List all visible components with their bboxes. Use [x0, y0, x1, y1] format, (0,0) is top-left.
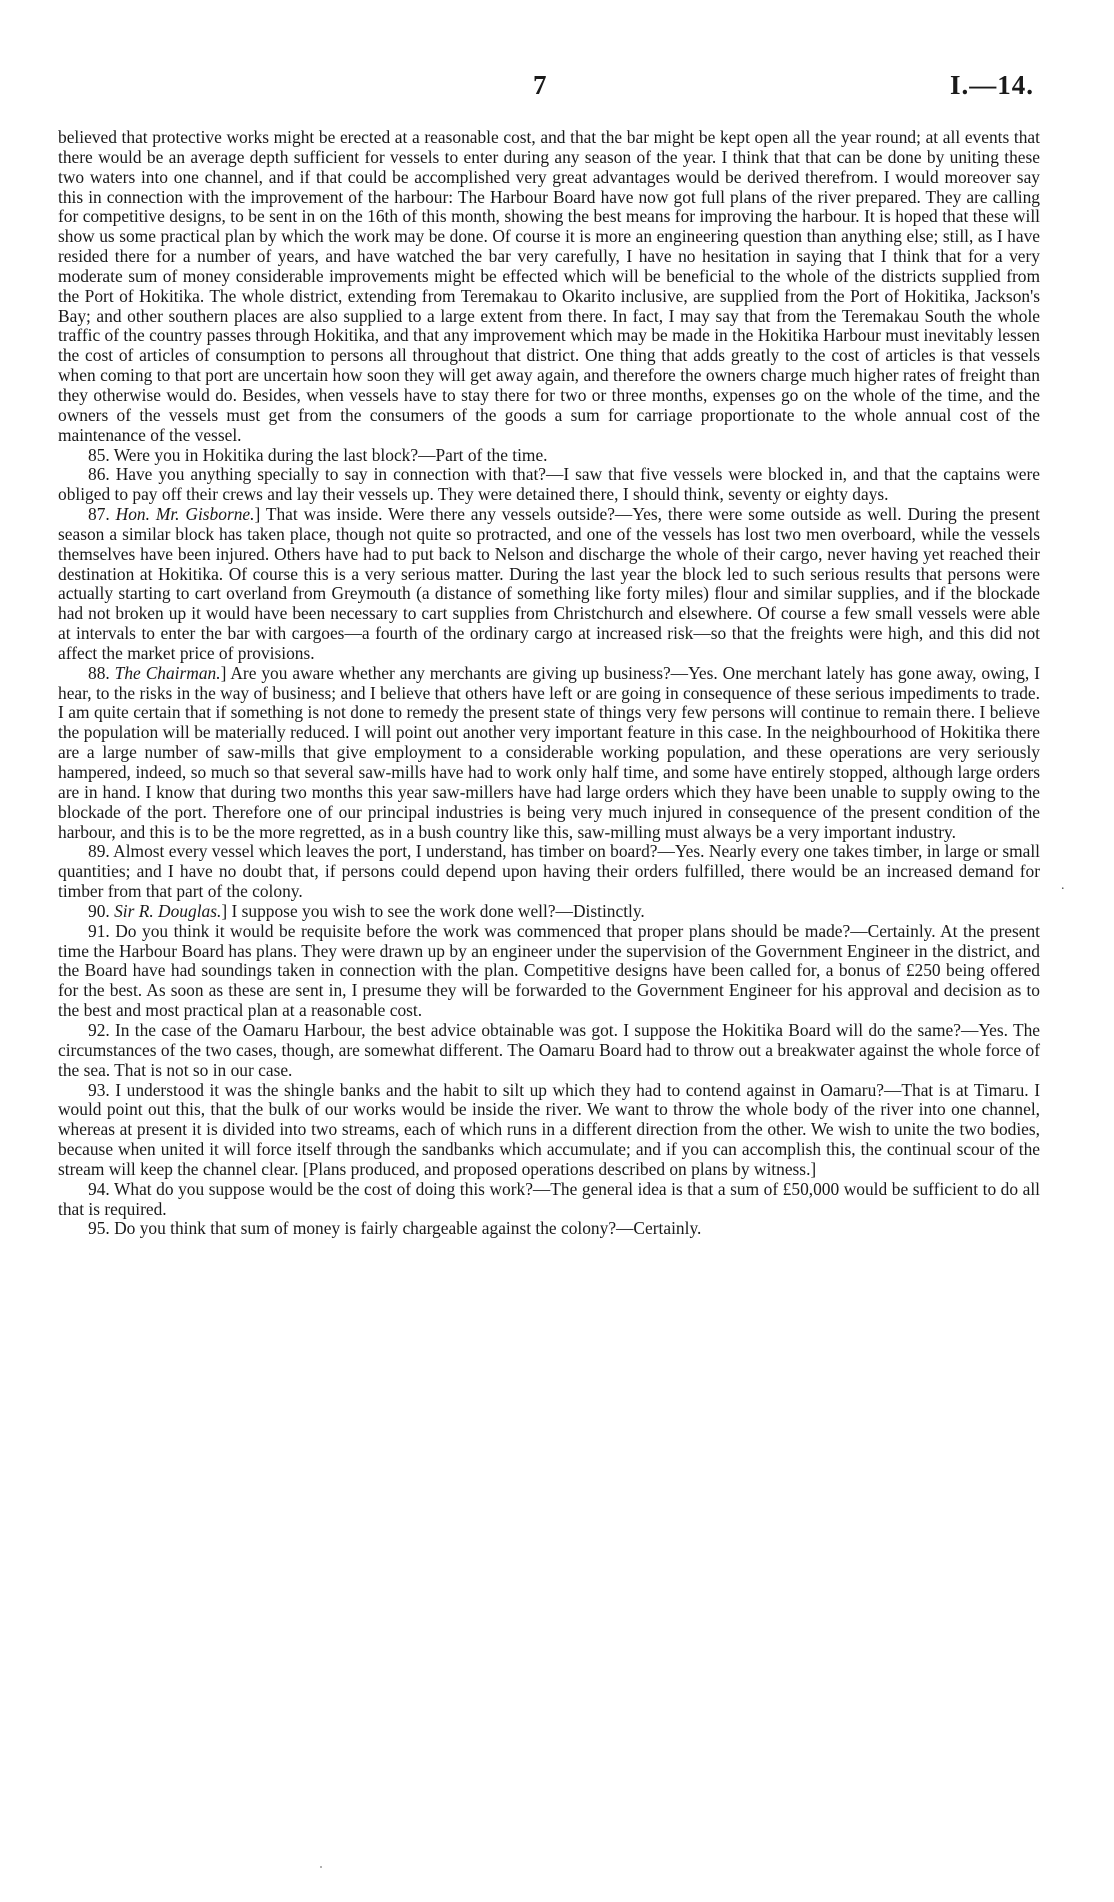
footer-speck [320, 1866, 322, 1868]
page-header [0, 66, 1114, 106]
question-text: ] That was inside. Were there any vessels outside?—Yes, there were some outside as well. During the present season a similar block has taken place, though not quite so protracted, and one of the vessels has lost two men overboard, while the vessels themselves have been injured. Others have had to put back to Nelson and discharge the whole of their cargo, never having yet reached their destination at Hokitika. Of course this is a very serious matter. During the last year the block led to such serious results that persons were actually starting to cart overland from Greymouth (a distance of something like forty miles) flour and similar supplies, and if the blockade had not broken up it would have been necessary to cart supplies from Christchurch and elsewhere. Of course a few small vessels were able at intervals to enter the bar with cargoes—a fourth of the ordinary cargo at increased risk—so that the freights were high, and this did not affect the market price of provisions. [58, 504, 1040, 663]
speaker-name: Hon. Mr. Gisborne. [115, 504, 255, 525]
margin-mark: . [1061, 878, 1065, 893]
question-number: 88. [88, 662, 115, 683]
question-text: ] I suppose you wish to see the work done well?—Distinctly. [221, 900, 645, 921]
question-88 [58, 664, 1040, 843]
question-91: 91. Do you think it would be requisite before the work was commenced that proper plans should be made?—Certainly. At the present time the Harbour Board has plans. They were drawn up by an engineer under the supervision of the Government Engineer in the district, and the Board have had soundings taken in connection with the plan. Competitive designs have been called for, a bonus of £250 being offered for the best. As soon as these are sent in, I presume they will be forwarded to the Government Engineer for his approval and decision as to the best and most practical plan at a reasonable cost. [58, 920, 1040, 1021]
speaker-name: The Chairman. [114, 662, 221, 683]
question-90 [58, 902, 1040, 922]
page-number: 7 [533, 70, 547, 100]
question-text: ] Are you aware whether any merchants are giving up business?—Yes. One merchant lately has gone away, owing, I hear, to the risks in the way of business; and I believe that others have left or are going in consequence of these serious impediments to trade. I am quite certain that if something is not done to remedy the present state of things very few persons will continue to remain there. I believe the population will be materially reduced. I will point out another very important feature in this case. In the neighbourhood of Hokitika there are a large number of saw-mills that give employment to a considerable working population, and these operations are very seriously hampered, indeed, so much so that several saw-mills have had to work only half time, and some have entirely stopped, although large orders are in hand. I know that during two months this year saw-millers have had large orders which they have been unable to supply owing to the blockade of the port. Therefore one of our principal industries is being very much injured in consequence of the present condition of the harbour, and this is to be the more regretted, as in a bush country like this, saw-milling must always be a very important industry. [58, 662, 1040, 842]
speaker-name: Sir R. Douglas. [114, 900, 222, 921]
question-93: 93. I understood it was the shingle banks and the habit to silt up which they had to contend against in Oamaru?—That is at Timaru. I would point out this, that the bulk of our works would be inside the river. We want to throw the whole body of the river into one channel, whereas at present it is divided into two streams, each of which runs in a different direction from the other. We wish to unite the two bodies, because when united it will force itself through the sandbanks which accumulate; and if you can accomplish this, the continual scour of the stream will keep the channel clear. [Plans produced, and proposed operations described on plans by witness.] [58, 1079, 1040, 1179]
body-text [58, 128, 1040, 1239]
question-85: 85. Were you in Hokitika during the last block?—Part of the time. [88, 444, 548, 465]
question-95: 95. Do you think that sum of money is fairly chargeable against the colony?—Certainly. [88, 1218, 702, 1239]
question-number: 90. [88, 900, 115, 921]
question-94: 94. What do you suppose would be the cost of doing this work?—The general idea is that a sum of £50,000 would be sufficient to do all that is required. [58, 1178, 1040, 1219]
question-87 [58, 505, 1040, 664]
document-reference: I.—14. [949, 70, 1034, 100]
question-number: 87. [88, 504, 116, 525]
paragraph-continuation: believed that protective works might be erected at a reasonable cost, and that the bar might be kept open all the year round; at all events that there would be an average depth sufficient for vessels to enter during any season of the year. I think that that can be done by uniting these two waters into one channel, and if that could be accomplished very great advantages would be derived therefrom. I would moreover say this in connection with the improvement of the harbour: The Harbour Board have now got full plans of the river prepared. They are calling for competitive designs, to be sent in on the 16th of this month, showing the best means for improving the harbour. It is hoped that these will show us some practical plan by which the work may be done. Of course it is more an engineering question than anything else; still, as I have resided there for a number of years, and have watched the bar very carefully, I have no hesitation in saying that I think that for a very moderate sum of money considerable improvements might be effected which will be beneficial to the whole of the districts supplied from the Port of Hokitika. The whole district, extending from Teremakau to Okarito inclusive, are supplied from the Port of Hokitika, Jackson's Bay; and other southern places are also supplied to a large extent from there. In fact, I may say that from the Teremakau South the whole traffic of the country passes through Hokitika, and that any improvement which may be made in the Hokitika Harbour must inevitably lessen the cost of articles of consumption to persons all throughout that district. One thing that adds greatly to the cost of articles is that vessels when coming to that port are uncertain how soon they will get away again, and therefore the owners charge much higher rates of freight than they otherwise would do. Besides, when vessels have to stay there for two or three months, expenses go on the whole of the time, and the owners of the vessels must get from the consumers of the goods a sum for carriage proportionate to the whole annual cost of the maintenance of the vessel. [58, 127, 1040, 445]
question-92: 92. In the case of the Oamaru Harbour, the best advice obtainable was got. I suppose the Hokitika Board will do the same?—Yes. The circumstances of the two cases, though, are somewhat different. The Oamaru Board had to throw out a breakwater against the whole force of the sea. That is not so in our case. [58, 1019, 1040, 1080]
question-86: 86. Have you anything specially to say in connection with that?—I saw that five vessels were blocked in, and that the captains were obliged to pay off their crews and lay their vessels up. They were detained there, I should think, seventy or eighty days. [58, 464, 1040, 505]
question-89: 89. Almost every vessel which leaves the port, I understand, has timber on board?—Yes. Nearly every one takes timber, in large or small quantities; and I have no doubt that, if persons could depend upon having their orders fulfilled, there would be an increased demand for timber from that part of the colony. [58, 841, 1040, 902]
